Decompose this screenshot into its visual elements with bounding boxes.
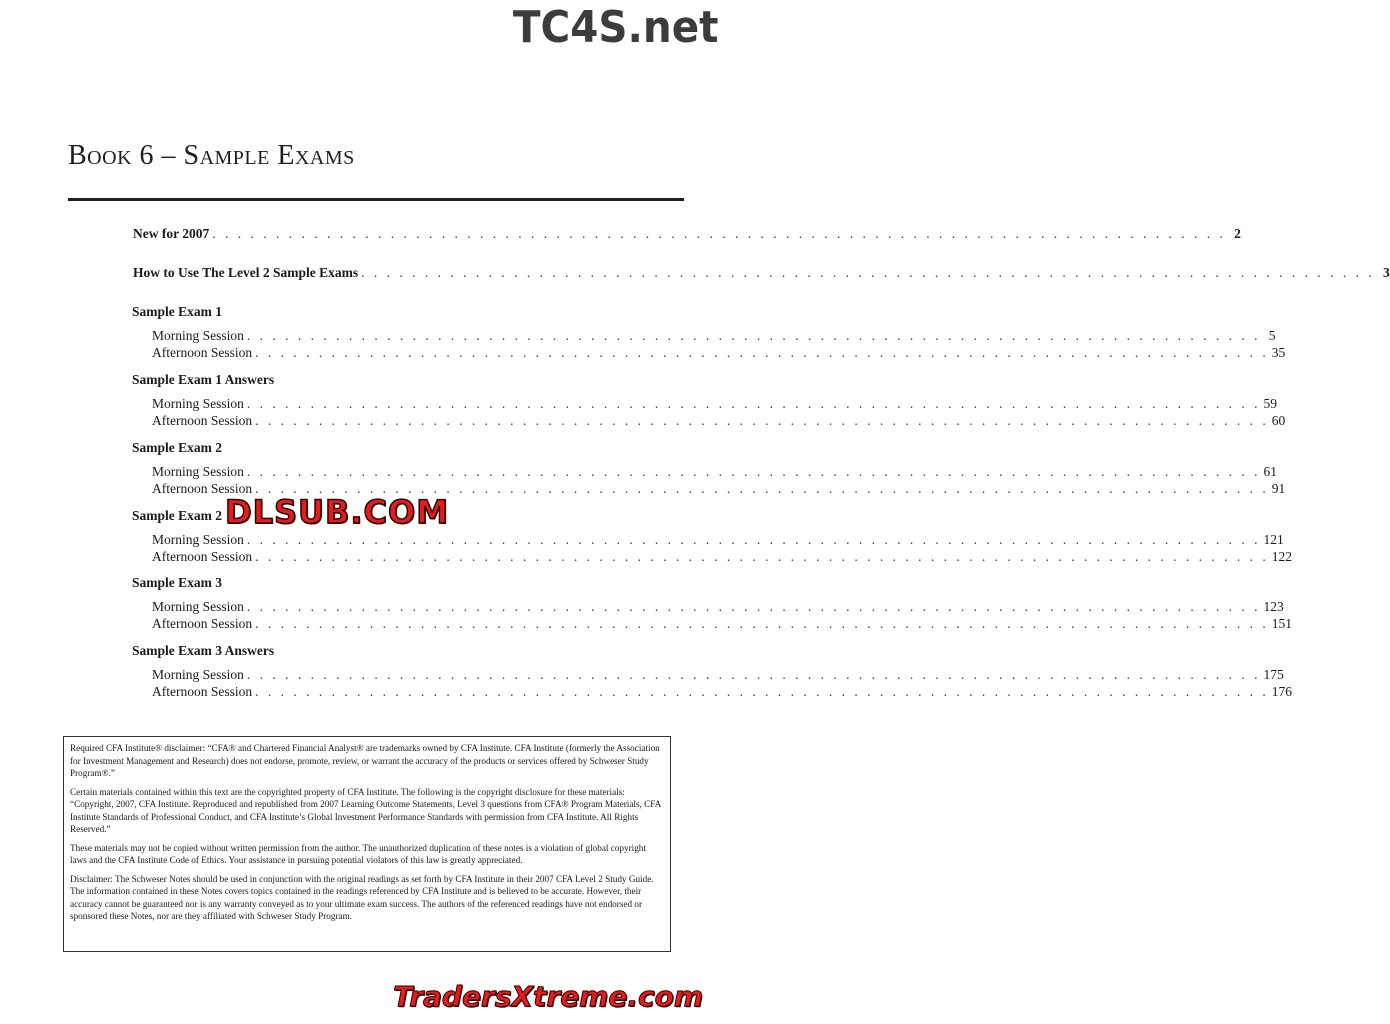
toc-item-label: Morning Session — [152, 599, 244, 614]
toc-section-heading: Sample Exam 2 — [132, 508, 223, 523]
leader-dots: . . . . . . . . . . . . . . . . . . . . . . . . . . . . . . . . . . . . . . . . . . . . . . . . . . . . . . . . . . . . . . . . . . . . . . . . . . . . . . . . — [255, 616, 1269, 631]
toc-item-label: Afternoon Session — [152, 345, 253, 360]
toc-item-entry — [152, 532, 1284, 548]
toc-item-label: Morning Session — [152, 532, 244, 547]
toc-item-label: Afternoon Session — [152, 481, 253, 496]
toc-top-entry — [133, 226, 1241, 242]
toc-item-entry — [152, 616, 1292, 632]
leader-dots: . . . . . . . . . . . . . . . . . . . . . . . . . . . . . . . . . . . . . . . . . . . . . . . . . . . . . . . . . . . . . . . . . . . . . . . . . . . . . . . . — [246, 532, 1261, 547]
toc-item-label: Morning Session — [152, 667, 244, 682]
leader-dots: . . . . . . . . . . . . . . . . . . . . . . . . . . . . . . . . . . . . . . . . . . . . . . . . . . . . . . . . . . . . . . . . . . . . . . . . . . . . . . . . — [255, 413, 1269, 428]
toc-section-heading: Sample Exam 1 Answers — [132, 372, 275, 387]
toc-item-entry — [152, 345, 1286, 361]
leader-dots: . . . . . . . . . . . . . . . . . . . . . . . . . . . . . . . . . . . . . . . . . . . . . . . . . . . . . . . . . . . . . . . . . . . . . . . . . . . . . . . . — [246, 464, 1261, 479]
disclaimer-paragraph-usage: Disclaimer: The Schweser Notes should be used in conjunction with the original readings as set forth by CFA Institute in their 2007 CFA Level 2 Study Guide. The information contained in these Notes covers topics contained in the readings referenced by CFA Institute and is believed to be accurate. However, their accuracy cannot be guaranteed nor is any warranty conveyed as to your ultimate exam success. The authors of the referenced readings have not endorsed or sponsored these Notes, nor are they affiliated with Schweser Study Program. — [70, 873, 654, 921]
disclaimer-paragraph-copyright: Certain materials contained within this text are the copyrighted property of CFA Institute. The following is the copyright disclosure for these materials: “Copyright, 2007, CFA Institute. Reproduced and republished from 2007 Learning Outcome Statements, Level 3 questions from CFA® Program Materials, CFA Institute Standards of Professional Conduct, and CFA Institute’s Global Investment Performance Standards with permission from CFA Institute. All Rights Reserved.” — [70, 786, 661, 834]
toc-item-page-number: 121 — [1263, 532, 1284, 547]
leader-dots: . . . . . . . . . . . . . . . . . . . . . . . . . . . . . . . . . . . . . . . . . . . . . . . . . . . . . . . . . . . . . . . . . . . . . . . . . . . . . . . . — [361, 265, 1375, 280]
toc-item-label: Afternoon Session — [152, 549, 253, 564]
toc-top-page-number: 2 — [1234, 226, 1241, 241]
toc-item-entry — [152, 667, 1284, 683]
toc-item-page-number: 151 — [1271, 616, 1292, 631]
page-title: Book 6 – Sample Exams — [68, 140, 355, 171]
toc-item-page-number: 91 — [1271, 481, 1286, 496]
toc-section-heading: Sample Exam 1 — [132, 304, 223, 319]
toc-item-entry — [152, 464, 1278, 480]
leader-dots: . . . . . . . . . . . . . . . . . . . . . . . . . . . . . . . . . . . . . . . . . . . . . . . . . . . . . . . . . . . . . . . . . . . . . . . . . . . . . . . . — [212, 226, 1226, 241]
disclaimer-paragraph-duplication: These materials may not be copied without written permission from the author. The unauthorized duplication of these notes is a violation of global copyright laws and the CFA Institute Code of Ethics. Your assistance in pursuing potential violators of this law is greatly appreciated. — [70, 842, 646, 865]
leader-dots: . . . . . . . . . . . . . . . . . . . . . . . . . . . . . . . . . . . . . . . . . . . . . . . . . . . . . . . . . . . . . . . . . . . . . . . . . . . . . . . . — [246, 667, 1261, 682]
toc-top-page-number: 3 — [1383, 265, 1390, 280]
toc-item-label: Afternoon Session — [152, 413, 253, 428]
leader-dots: . . . . . . . . . . . . . . . . . . . . . . . . . . . . . . . . . . . . . . . . . . . . . . . . . . . . . . . . . . . . . . . . . . . . . . . . . . . . . . . . — [255, 345, 1269, 360]
toc-item-label: Afternoon Session — [152, 684, 253, 699]
toc-item-entry — [152, 413, 1286, 429]
toc-item-page-number: 123 — [1263, 599, 1284, 614]
toc-item-label: Morning Session — [152, 464, 244, 479]
watermark-top: TC4S.net — [513, 2, 719, 53]
toc-section-heading: Sample Exam 2 — [132, 440, 223, 455]
leader-dots: . . . . . . . . . . . . . . . . . . . . . . . . . . . . . . . . . . . . . . . . . . . . . . . . . . . . . . . . . . . . . . . . . . . . . . . . . . . . . . . . — [246, 328, 1261, 343]
leader-dots: . . . . . . . . . . . . . . . . . . . . . . . . . . . . . . . . . . . . . . . . . . . . . . . . . . . . . . . . . . . . . . . . . . . . . . . . . . . . . . . . — [246, 396, 1261, 411]
toc-section-heading: Sample Exam 3 Answers — [132, 643, 275, 658]
toc-item-entry — [152, 328, 1276, 344]
toc-item-entry — [152, 599, 1284, 615]
leader-dots: . . . . . . . . . . . . . . . . . . . . . . . . . . . . . . . . . . . . . . . . . . . . . . . . . . . . . . . . . . . . . . . . . . . . . . . . . . . . . . . . — [246, 599, 1261, 614]
watermark-middle: DLSUB.COM — [225, 493, 450, 531]
disclaimer-paragraph-cfa: Required CFA Institute® disclaimer: “CFA® and Chartered Financial Analyst® are trademarks owned by CFA Institute. CFA Institute (formerly the Association for Investment Management and Research) does not endorse, promote, review, or warrant the accuracy of the products or services offered by Schweser Study Program®.” — [70, 743, 660, 778]
toc-top-label: How to Use The Level 2 Sample Exams — [133, 265, 359, 280]
toc-item-label: Morning Session — [152, 328, 244, 343]
toc-item-page-number: 60 — [1271, 413, 1286, 428]
toc-item-page-number: 5 — [1268, 328, 1276, 343]
leader-dots: . . . . . . . . . . . . . . . . . . . . . . . . . . . . . . . . . . . . . . . . . . . . . . . . . . . . . . . . . . . . . . . . . . . . . . . . . . . . . . . . — [255, 684, 1269, 699]
leader-dots: . . . . . . . . . . . . . . . . . . . . . . . . . . . . . . . . . . . . . . . . . . . . . . . . . . . . . . . . . . . . . . . . . . . . . . . . . . . . . . . . — [255, 481, 1269, 496]
toc-section-heading: Sample Exam 3 — [132, 575, 223, 590]
toc-item-page-number: 176 — [1271, 684, 1292, 699]
disclaimer-box — [63, 736, 671, 952]
toc-item-entry — [152, 684, 1292, 700]
toc-item-page-number: 122 — [1271, 549, 1292, 564]
toc-item-entry — [152, 396, 1278, 412]
toc-item-page-number: 35 — [1271, 345, 1286, 360]
toc-item-page-number: 61 — [1263, 464, 1278, 479]
leader-dots: . . . . . . . . . . . . . . . . . . . . . . . . . . . . . . . . . . . . . . . . . . . . . . . . . . . . . . . . . . . . . . . . . . . . . . . . . . . . . . . . — [255, 549, 1269, 564]
toc-item-page-number: 175 — [1263, 667, 1284, 682]
toc-top-entry — [133, 265, 1390, 281]
toc-top-label: New for 2007 — [133, 226, 210, 241]
title-rule — [68, 198, 684, 201]
toc-item-page-number: 59 — [1263, 396, 1278, 411]
toc-item-entry — [152, 549, 1292, 565]
watermark-bottom: TradersXtreme.com — [393, 980, 703, 1013]
toc-item-label: Morning Session — [152, 396, 244, 411]
toc-item-label: Afternoon Session — [152, 616, 253, 631]
